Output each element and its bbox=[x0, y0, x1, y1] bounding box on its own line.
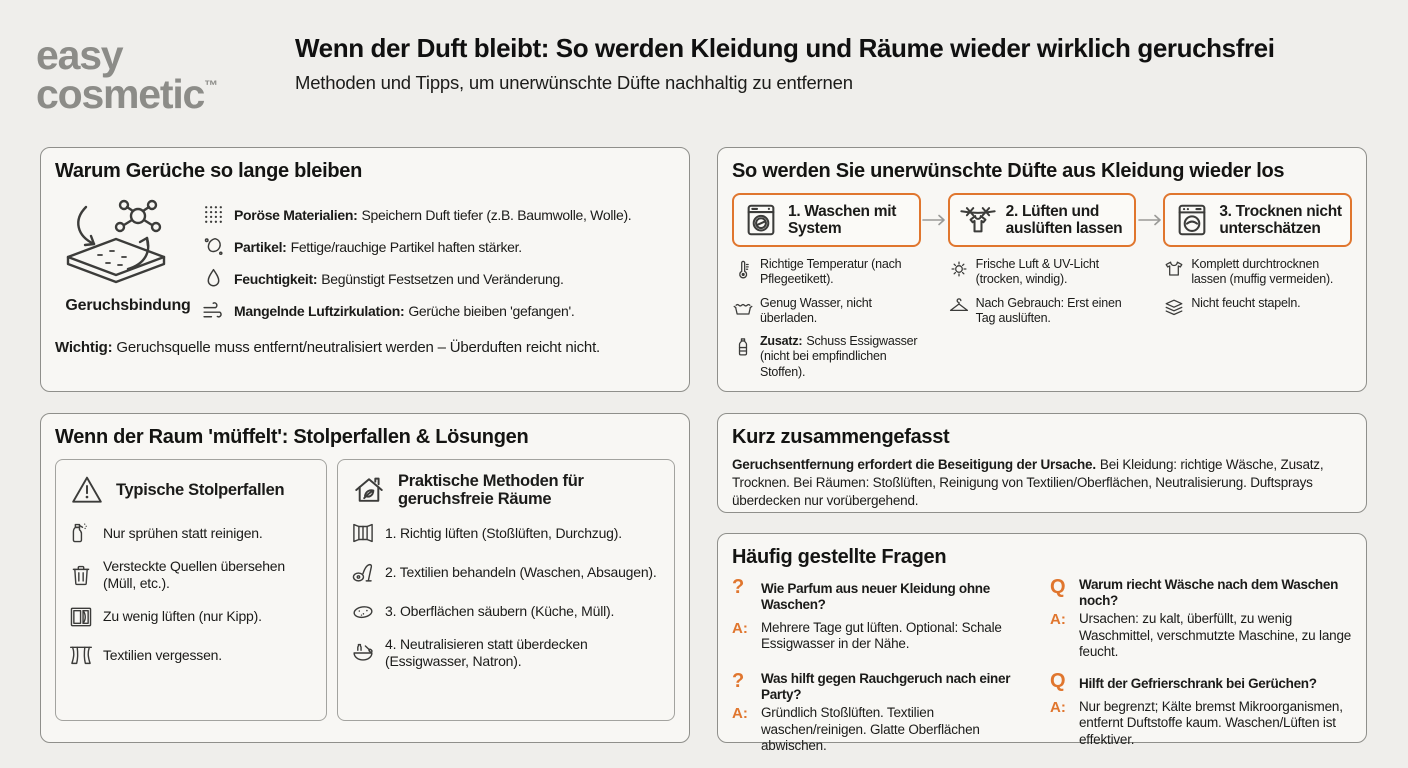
answer-marker: A: bbox=[1050, 611, 1066, 629]
step-details-airing bbox=[948, 257, 1137, 388]
details-spacer bbox=[1136, 257, 1163, 388]
spray-bottle-icon bbox=[68, 519, 94, 547]
item-text: Frische Luft & UV-Licht (trocken, windig). bbox=[975, 257, 1099, 287]
list-item bbox=[350, 558, 662, 586]
list-item bbox=[1163, 257, 1352, 288]
answer-text: Nur begrenzt; Kälte bremst Mikroorganismen, entfernt Duftstoffe kaum. Waschen/Lüften ist effektiver. bbox=[1079, 698, 1343, 747]
item-text: Versteckte Quellen übersehen (Müll, etc.). bbox=[103, 558, 285, 591]
panel-title: So werden Sie unerwünschte Düfte aus Kleidung wieder los bbox=[732, 160, 1285, 182]
faq-item bbox=[1050, 671, 1352, 755]
page-title: Wenn der Duft bleibt: So werden Kleidung und Räume wieder wirklich geruchsfrei bbox=[295, 33, 1275, 63]
important-label: Wichtig: bbox=[55, 339, 113, 356]
item-text: 4. Neutralisieren statt überdecken (Essigwasser, Natron). bbox=[385, 636, 588, 670]
faq-item bbox=[732, 671, 1034, 755]
question-marker: Q bbox=[1050, 669, 1066, 692]
logo-text-cosmetic bbox=[36, 70, 219, 117]
panel-summary bbox=[717, 413, 1367, 513]
list-item bbox=[948, 296, 1137, 327]
steps-details bbox=[732, 257, 1352, 388]
answer-marker: A: bbox=[732, 705, 748, 723]
step-arrow bbox=[1136, 193, 1163, 247]
pitfalls-header bbox=[68, 472, 314, 508]
list-item bbox=[201, 234, 675, 259]
bowl-icon bbox=[350, 639, 376, 667]
item-text: Schuss Essigwasser (nicht bei empfindlichen Stoffen). bbox=[760, 334, 918, 379]
logo-text: cosmetic bbox=[36, 70, 205, 117]
summary-body: Bei Kleidung: richtige Wäsche, Zusatz, Trocknen. Bei Räumen: Stoßlüften, Reinigung von Textilien/Oberflächen, Neutralisierung. Duftsprays überdecken nur vorübergehend. bbox=[732, 457, 1324, 508]
thermometer-icon bbox=[732, 257, 754, 283]
clothesline-shirt-icon bbox=[958, 201, 998, 239]
list-item bbox=[68, 603, 314, 631]
sun-icon bbox=[948, 257, 970, 281]
item-text: Textilien vergessen. bbox=[103, 647, 222, 664]
answer-text: Ursachen: zu kalt, überfüllt, zu wenig Waschmittel, verschmutzte Maschine, zu lange feucht. bbox=[1079, 611, 1352, 660]
trademark-symbol: ™ bbox=[204, 76, 219, 93]
logo-text-easy: easy bbox=[36, 32, 123, 78]
step-box-washing bbox=[732, 193, 921, 247]
why-body bbox=[55, 193, 675, 330]
tilted-window-icon bbox=[68, 603, 94, 631]
list-item bbox=[350, 636, 662, 670]
particle-icon bbox=[201, 234, 226, 259]
question-text: Hilft der Gefrierschrank bei Gerüchen? bbox=[1079, 675, 1317, 691]
panel-title: Warum Gerüche so lange bleiben bbox=[55, 160, 362, 182]
curtains-icon bbox=[68, 642, 94, 670]
odor-binding-figure bbox=[55, 193, 201, 330]
list-item bbox=[201, 202, 675, 227]
panel-faq bbox=[717, 533, 1367, 754]
question-text: Wie Parfum aus neuer Kleidung ohne Waschen? bbox=[761, 581, 990, 613]
item-text: Speichern Duft tiefer (z.B. Baumwolle, Wolle). bbox=[361, 206, 632, 223]
vacuum-icon bbox=[350, 558, 376, 586]
question-marker: Q bbox=[1050, 576, 1066, 598]
step-label: 2. Lüften und auslüften lassen bbox=[1005, 202, 1123, 237]
pitfalls-title: Typische Stolperfallen bbox=[116, 480, 285, 499]
list-item bbox=[350, 597, 662, 625]
list-item bbox=[68, 519, 314, 547]
step-details-drying bbox=[1163, 257, 1352, 388]
item-text: Genug Wasser, nicht überladen. bbox=[760, 295, 872, 325]
list-item bbox=[201, 298, 675, 323]
list-item bbox=[732, 296, 921, 327]
item-text: 2. Textilien behandeln (Waschen, Absaugen). bbox=[385, 563, 657, 580]
dryer-icon bbox=[1173, 201, 1211, 239]
figure-caption: Geruchsbindung bbox=[65, 297, 191, 314]
item-text: Fettige/rauchige Partikel haften stärker. bbox=[290, 238, 522, 255]
panel-title: Häufig gestellte Fragen bbox=[732, 546, 947, 568]
step-details-washing bbox=[732, 257, 921, 388]
step-label: 3. Trocknen nicht unterschätzen bbox=[1219, 202, 1342, 237]
faq-item bbox=[732, 577, 1034, 661]
eco-house-icon bbox=[350, 472, 388, 508]
list-item bbox=[350, 519, 662, 547]
tshirt-icon bbox=[1163, 257, 1185, 281]
steps-row bbox=[732, 193, 1352, 247]
step-arrow bbox=[921, 193, 948, 247]
trash-can-icon bbox=[68, 561, 94, 589]
item-text: Zu wenig lüften (nur Kipp). bbox=[103, 608, 262, 625]
summary-lead: Geruchsentfernung erfordert die Beseitigung der Ursache. bbox=[732, 457, 1096, 472]
item-text: Begünstigt Festsetzen und Veränderung. bbox=[321, 270, 564, 287]
warning-triangle-icon bbox=[68, 472, 106, 508]
methods-box bbox=[337, 459, 675, 721]
item-label: Feuchtigkeit: bbox=[234, 270, 318, 287]
wind-icon bbox=[201, 298, 226, 323]
step-label: 1. Waschen mit System bbox=[788, 202, 897, 237]
list-item bbox=[201, 266, 675, 291]
arrow-right-icon bbox=[922, 213, 946, 227]
question-text: Warum riecht Wäsche nach dem Waschen noch? bbox=[1079, 577, 1339, 609]
important-note bbox=[55, 339, 675, 356]
item-label: Partikel: bbox=[234, 238, 287, 255]
page-subtitle: Methoden und Tipps, um unerwünschte Düfte nachhaltig zu entfernen bbox=[295, 72, 853, 93]
list-item bbox=[68, 558, 314, 592]
list-item bbox=[732, 334, 921, 380]
arrow-right-icon bbox=[1138, 213, 1162, 227]
answer-text: Mehrere Tage gut lüften. Optional: Schale Essigwasser in der Nähe. bbox=[761, 619, 1002, 652]
step-box-airing bbox=[948, 193, 1137, 247]
item-label: Zusatz: bbox=[760, 334, 803, 348]
important-text: Geruchsquelle muss entfernt/neutralisiert werden – Überduften reicht nicht. bbox=[116, 339, 601, 356]
open-window-icon bbox=[350, 519, 376, 547]
porous-mesh-icon bbox=[201, 202, 226, 227]
panel-room-odor bbox=[40, 413, 690, 743]
item-label: Poröse Materialien: bbox=[234, 206, 358, 223]
answer-marker: A: bbox=[1050, 698, 1066, 716]
bottle-icon bbox=[732, 334, 754, 360]
header bbox=[295, 33, 1380, 94]
pitfalls-box bbox=[55, 459, 327, 721]
list-item bbox=[1163, 296, 1352, 320]
odor-binding-icon bbox=[55, 197, 177, 293]
panel-why-odors-stay bbox=[40, 147, 690, 392]
basin-icon bbox=[732, 296, 754, 320]
item-text: Richtige Temperatur (nach Pflegeetikett). bbox=[760, 257, 902, 287]
panel-title: Kurz zusammengefasst bbox=[732, 426, 950, 448]
list-item bbox=[732, 257, 921, 288]
answer-text: Gründlich Stoßlüften. Textilien waschen/reinigen. Glatte Oberflächen abwischen. bbox=[761, 705, 980, 754]
item-label: Mangelnde Luftzirkulation: bbox=[234, 302, 405, 319]
answer-marker: A: bbox=[732, 619, 748, 637]
step-box-drying bbox=[1163, 193, 1352, 247]
question-text: Was hilft gegen Rauchgeruch nach einer Party? bbox=[761, 670, 1011, 702]
why-item-list bbox=[201, 193, 675, 330]
methods-title: Praktische Methoden für geruchsfreie Räume bbox=[398, 472, 584, 509]
panel-title: Wenn der Raum 'müffelt': Stolperfallen & Lösungen bbox=[55, 426, 529, 448]
question-marker: ? bbox=[732, 576, 745, 598]
question-marker: ? bbox=[732, 669, 745, 692]
item-text: Gerüche bieiben 'gefangen'. bbox=[408, 302, 575, 319]
summary-text bbox=[732, 456, 1352, 509]
easycosmetic-logo bbox=[36, 32, 219, 117]
details-spacer bbox=[921, 257, 948, 388]
list-item bbox=[948, 257, 1137, 288]
item-text: Nach Gebrauch: Erst einen Tag auslüften. bbox=[975, 295, 1122, 325]
washing-machine-icon bbox=[742, 201, 780, 239]
room-boxes bbox=[55, 459, 675, 721]
stack-icon bbox=[1163, 296, 1185, 320]
item-text: 1. Richtig lüften (Stoßlüften, Durchzug). bbox=[385, 524, 622, 541]
hanger-icon bbox=[948, 296, 970, 320]
sponge-icon bbox=[350, 597, 376, 625]
faq-grid bbox=[732, 577, 1352, 755]
faq-item bbox=[1050, 577, 1352, 661]
item-text: Nicht feucht stapeln. bbox=[1191, 295, 1301, 310]
item-text: Komplett durchtrocknen lassen (muffig vermeiden). bbox=[1191, 257, 1334, 287]
droplet-icon bbox=[201, 266, 226, 291]
list-item bbox=[68, 642, 314, 670]
panel-clothing-steps bbox=[717, 147, 1367, 392]
methods-header bbox=[350, 472, 662, 508]
item-text: Nur sprühen statt reinigen. bbox=[103, 524, 263, 541]
item-text: 3. Oberflächen säubern (Küche, Müll). bbox=[385, 602, 615, 619]
